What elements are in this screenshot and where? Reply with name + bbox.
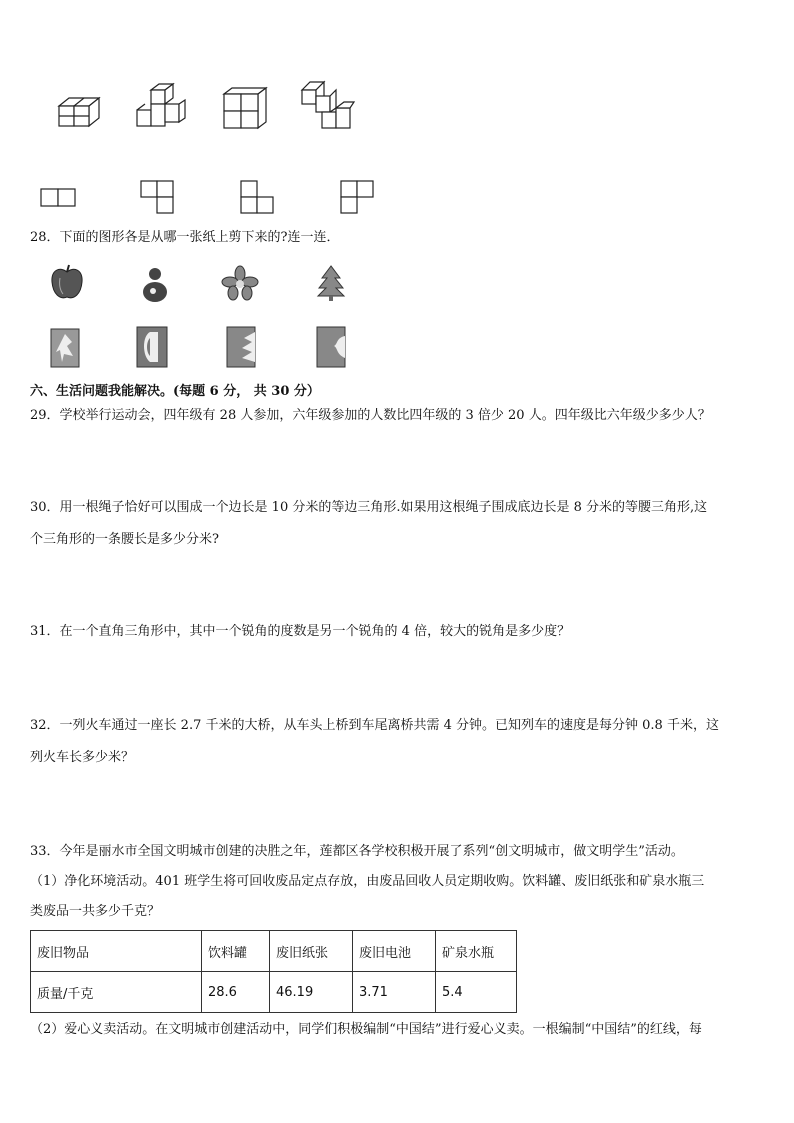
table-header-cell: 废旧电池 [353, 931, 436, 972]
table-header-row [31, 931, 517, 972]
table-header-cell: 饮料罐 [202, 931, 270, 972]
table-cell: 5.4 [436, 972, 517, 1013]
table-cell: 28.6 [202, 972, 270, 1013]
cube-figure-2 [135, 80, 187, 132]
question-32-line-2: 列火车长多少米？ [30, 750, 135, 765]
table-header-cell: 废旧纸张 [270, 931, 353, 972]
table-row-label: 质量/千克 [31, 972, 202, 1013]
waste-table [30, 930, 517, 1013]
view-figure-2 [140, 180, 180, 216]
table-row [31, 972, 517, 1013]
cube-figure-4 [300, 78, 356, 132]
question-30-line-1: 30．用一根绳子恰好可以围成一个边长是 10 分米的等边三角形.如果用这根绳子围成底边长是 8 分米的等腰三角形,这 [30, 500, 708, 515]
question-33-intro: 33．今年是丽水市全国文明城市创建的决胜之年，莲都区各学校积极开展了系列“创文明城市，做文明学生”活动。 [30, 844, 684, 859]
question-33-part1-line-2: 类废品一共多少千克？ [30, 904, 161, 919]
paper-option-4 [316, 326, 346, 368]
question-33-part2-line-1: （2）爱心义卖活动。在文明城市创建活动中，同学们积极编制“中国结”进行爱心义卖。一根编制“中国结”的红线，每 [30, 1022, 702, 1037]
question-28: 28．下面的图形各是从哪一张纸上剪下来的?连一连． [30, 230, 340, 245]
question-30-line-2: 个三角形的一条腰长是多少分米? [30, 532, 219, 547]
table-header-cell: 矿泉水瓶 [436, 931, 517, 972]
view-figure-3 [240, 180, 280, 216]
flower-shape-icon [222, 266, 258, 300]
cube-figure-3 [220, 84, 270, 132]
question-31: 31．在一个直角三角形中，其中一个锐角的度数是另一个锐角的 4 倍，较大的锐角是多少度？ [30, 624, 571, 639]
paper-option-1 [50, 328, 80, 368]
table-cell: 46.19 [270, 972, 353, 1013]
question-29: 29．学校举行运动会，四年级有 28 人参加，六年级参加的人数比四年级的 3 倍少 20 人。四年级比六年级少多少人？ [30, 408, 711, 423]
paper-option-3 [226, 326, 256, 368]
apple-shape-icon [50, 264, 84, 302]
table-header-cell: 废旧物品 [31, 931, 202, 972]
view-figure-1 [40, 188, 80, 210]
tree-shape-icon [316, 264, 346, 302]
view-figure-4 [340, 180, 380, 216]
question-32-line-1: 32．一列火车通过一座长 2.7 千米的大桥，从车头上桥到车尾离桥共需 4 分钟。已知列车的速度是每分钟 0.8 千米，这 [30, 718, 719, 733]
section-6-title: 六、生活问题我能解决。(每题 6 分， 共 30 分） [30, 384, 320, 399]
table-cell: 3.71 [353, 972, 436, 1013]
paper-option-2 [136, 326, 168, 368]
question-33-part1-line-1: （1）净化环境活动。401 班学生将可回收废品定点存放，由废品回收人员定期收购。饮料罐、废旧纸张和矿泉水瓶三 [30, 874, 705, 889]
cube-figure-1 [55, 90, 105, 130]
gourd-shape-icon [140, 264, 170, 304]
